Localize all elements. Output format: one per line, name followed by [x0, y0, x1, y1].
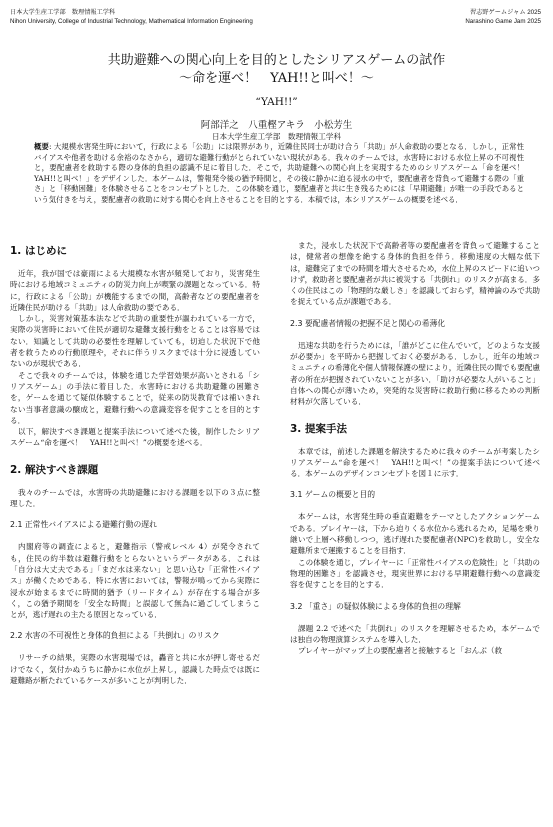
paragraph: 以下，解決すべき課題と提案手法について述べた後，制作したシリアスゲーム“命を運べ！ YAH!!と叫べ！”の概要を述べる． [10, 427, 260, 448]
header-left [10, 8, 253, 26]
subsection-heading: 3.1 ゲームの概要と目的 [290, 490, 376, 500]
header-event-en: Narashino Game Jam 2025 [465, 18, 541, 25]
abstract [34, 142, 532, 206]
paragraph: 近年，我が国では豪雨による大規模な水害が頻発しており，災害発生時における地域コミュニティの防災力向上が喫緊の課題となっている．特に，行政による「公助」が機能するまでの間，高齢者などの要配慮者を近隣住民が助ける「共助」は人命救助の要である． [10, 269, 260, 312]
affiliation: 日本大学生産工学部 数理情報工学科 [211, 132, 342, 141]
section-heading: 2. 解決すべき課題 [10, 463, 99, 476]
paragraph: 内閣府等の調査によると，避難指示（警戒レベル 4）が発令されても，住民の約半数は避難行動をとらないというデータがある．これは「自分は大丈夫である」「まだ水は来ない」と思い込む「正常性バイアス」が働くためである．特に水害においては，警報が鳴ってから実際に浸水が始まるまでに時間的猶予（リードタイム）が存在する場合が多く，この猶予期間を「安全な時間」と誤認して無為に過ごしてしまうことが，逃げ遅れの主たる原因となっている． [10, 542, 260, 620]
paragraph: そこで我々のチームでは，体験を通じた学習効果が高いとされる「シリアスゲーム」の手法に着目した．水害時における共助避難の困難さを，ゲームを通じて疑似体験することで，従来の防災教育では補いきれない当事者意識の醸成と，避難行動への意識変容を促すことを目的とする． [10, 370, 260, 425]
header-event-jp: 習志野ゲームジャム 2025 [469, 9, 541, 16]
paragraph: 本章では，前述した課題を解決するために我々のチームが考案したシリアスゲーム“命を運べ！ YAH!!と叫べ！”の提案手法について述べる．本ゲームのデザインコンセプトを図１に示す． [290, 446, 540, 479]
paper-title-subline: 〜命を運べ！ YAH!!と叫べ！〜 [179, 71, 374, 86]
subsection-heading: 3.2 「重さ」の疑似体験による身体的負担の理解 [290, 601, 461, 611]
header-affiliation-en: Nihon University, College of Industrial Technology, Mathematical Information Engineering [10, 18, 253, 25]
paper-title: 共助避難への関心向上を目的としたシリアスゲームの試作 [107, 53, 446, 68]
paragraph: 課題 2.2 で述べた「共倒れ」のリスクを理解させるため，本ゲームでは独自の物理演算システムを導入した． [290, 623, 540, 644]
abstract-text: : 大規模水害発生時において，行政による「公助」には限界があり，近隣住民同士が助け合う「共助」が人命救助の要となる．しかし，正常性バイアスや他者を助ける余裕のなさから，適切な避難行動がとられていない現状がある．我々のチームでは，水害時における水位上昇の不可視性と，要配慮者を救助する際の身体的負担の認識不足に着目した．そこで，共助避難への関心向上を実現するためのシリアスゲーム「命を運べ！ YAH!!と叫べ！」をデザインした．本ゲームは，警報発令後の猶予時間と，その後に静かに迫る浸水の中で，要配慮者を背負って避難する際の「重さ」と「移動困難」を体験させることをコンセプトとした．この体験を通じ，要配慮者と共に生き残るためには「早期避難」が唯一の手段であるという気付きを与え，要配慮者の救助に対する関心を向上させることを目的とする．本稿では，本シリアスゲームの概要を述べる． [34, 142, 532, 204]
authors: 阿部洋之 八重樫アキラ 小松芳生 [200, 120, 353, 131]
paragraph: プレイヤーがマップ上の要配慮者と接触すると「おんぶ（救 [298, 646, 503, 656]
paper-subtitle: “YAH!!” [255, 96, 298, 108]
subsection-heading: 2.3 要配慮者情報の把握不足と関心の希薄化 [290, 318, 446, 328]
header-right [465, 8, 541, 26]
abstract-label: 概要 [34, 142, 49, 151]
paragraph: リサーチの結果，実際の水害現場では，轟音と共に水が押し寄せるだけでなく，気付かぬうちに静かに水位が上昇し，認識した時点では既に避難路が断たれているケースが多いことが判明した． [10, 653, 260, 686]
left-column [10, 244, 260, 686]
subsection-heading: 2.2 水害の不可視性と身体的負担による「共倒れ」のリスク [10, 631, 220, 641]
paragraph: この体験を通じ，プレイヤーに「正常性バイアスの危険性」と「共助の物理的困難さ」を認識させ，現実世界における早期避難行動への意識変容を促すことを目的とする． [290, 557, 540, 590]
subsection-heading: 2.1 正常性バイアスによる避難行動の遅れ [10, 520, 157, 530]
paragraph: 本ゲームは，水害発生時の垂直避難をテーマとしたアクションゲームである．プレイヤーは，下から迫りくる水位から逃れるため，足場を乗り継いで上層へ移動しつつ，逃げ遅れた要配慮者(NPC)を救助し，安全な避難所まで運搬することを目指す． [290, 512, 540, 556]
section-heading: 1. はじめに [10, 245, 67, 257]
right-column [290, 240, 540, 656]
section-heading: 3. 提案手法 [290, 422, 347, 435]
paragraph: しかし，災害対策基本法などで共助の重要性が謳われている一方で，実際の災害時において住民が適切な避難支援行動をとることは容易ではない．知識として共助の必要性を理解していても，切迫した状況下で他者を救うための行動原理や，それに伴うリスクまでは十分に浸透していないのが現状である． [10, 314, 260, 369]
paragraph: また，浸水した状況下で高齢者等の要配慮者を背負って避難することは，健常者の想像を絶する身体的負担を伴う．移動速度の大幅な低下は，避難完了までの時間を増大させるため，水位上昇のスピードに追いつけず，救助者と要配慮者が共に被災する「共倒れ」のリスクが高まる．多くの住民はこの「物理的な厳しさ」を認識しておらず，精神論のみで共助を捉えている点が課題である． [290, 241, 540, 307]
paragraph: 迅速な共助を行うためには，「誰がどこに住んでいて，どのような支援が必要か」を平時から把握しておく必要がある．しかし，近年の地域コミュニティの希薄化や個人情報保護の壁により，近隣住民の間でも要配慮者の所在が把握されていないことが多い．「助けが必要な人がいること」自体への関心が薄いため，突発的な災害時に救助行動に移るための判断材料が欠落している． [290, 340, 540, 407]
paragraph: 我々のチームでは，水害時の共助避難における課題を以下の３点に整理した． [10, 487, 260, 509]
header-affiliation-jp: 日本大学生産工学部 数理情報工学科 [10, 9, 116, 16]
